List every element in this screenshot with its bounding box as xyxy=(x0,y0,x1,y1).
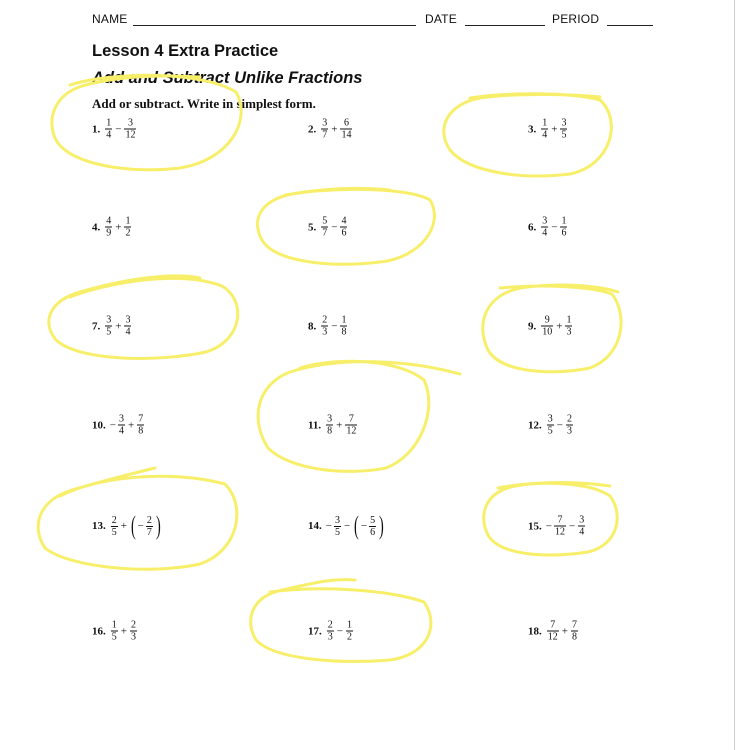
operator: − xyxy=(568,520,576,532)
operator: + xyxy=(127,419,135,431)
problem-item xyxy=(92,620,138,643)
numerator: 3 xyxy=(542,215,548,227)
operator: + xyxy=(120,520,127,532)
denominator: 12 xyxy=(554,526,565,538)
fraction xyxy=(118,414,125,437)
numerator: 1 xyxy=(341,314,347,326)
operator: + xyxy=(331,123,338,135)
problem-item xyxy=(92,315,132,338)
left-paren: ( xyxy=(354,511,359,540)
highlighter-circle-7 xyxy=(49,276,238,358)
fraction xyxy=(541,315,553,338)
operator: + xyxy=(336,419,343,431)
fraction xyxy=(346,620,353,643)
problem-number: 1. xyxy=(92,123,101,135)
operator: + xyxy=(551,123,558,135)
fraction xyxy=(369,515,376,538)
operator: − xyxy=(551,221,558,233)
operator: + xyxy=(556,320,563,332)
minus-sign: − xyxy=(325,520,332,532)
numerator: 5 xyxy=(322,215,328,227)
denominator: 10 xyxy=(542,326,553,338)
fraction xyxy=(560,118,567,141)
denominator: 6 xyxy=(341,227,347,239)
minus-sign: − xyxy=(360,520,368,532)
minus-sign: − xyxy=(545,520,552,532)
problem-item xyxy=(308,216,348,239)
denominator: 4 xyxy=(118,425,124,437)
problem-number: 8. xyxy=(308,320,317,332)
denominator: 3 xyxy=(327,631,333,643)
period-label: PERIOD xyxy=(552,12,600,26)
fraction xyxy=(326,414,333,437)
fraction xyxy=(541,216,548,239)
denominator: 5 xyxy=(561,129,567,141)
fraction xyxy=(334,515,341,538)
problem-item xyxy=(528,620,579,643)
denominator: 12 xyxy=(346,425,357,437)
numerator: 5 xyxy=(370,514,376,526)
problem-item xyxy=(92,414,145,437)
operator: + xyxy=(120,625,127,637)
problem-item xyxy=(528,216,568,239)
operator: − xyxy=(556,419,563,431)
problem-number: 9. xyxy=(528,320,537,332)
numerator: 1 xyxy=(542,117,548,129)
denominator: 4 xyxy=(542,227,548,239)
denominator: 7 xyxy=(322,129,328,141)
right-paren: ) xyxy=(379,511,384,540)
lesson-subtitle: Add and Subtract Unlike Fractions xyxy=(92,69,363,87)
fraction xyxy=(547,620,559,643)
numerator: 3 xyxy=(106,314,112,326)
denominator: 8 xyxy=(327,425,333,437)
problem-item xyxy=(308,315,348,338)
problem-number: 5. xyxy=(308,221,317,233)
problem-number: 4. xyxy=(92,221,101,233)
denominator: 3 xyxy=(322,326,328,338)
numerator: 1 xyxy=(566,314,572,326)
operator: − xyxy=(331,221,338,233)
date-blank xyxy=(465,25,545,26)
problem-number: 6. xyxy=(528,221,537,233)
problem-number: 7. xyxy=(92,320,101,332)
problem-number: 3. xyxy=(528,123,537,135)
name-label: NAME xyxy=(92,12,128,26)
numerator: 3 xyxy=(327,413,333,425)
problem-item xyxy=(92,513,163,539)
numerator: 7 xyxy=(348,413,354,425)
denominator: 7 xyxy=(322,227,328,239)
instructions: Add or subtract. Write in simplest form. xyxy=(92,96,316,111)
problem-number: 12. xyxy=(528,419,542,431)
fraction xyxy=(554,515,566,538)
fraction xyxy=(541,118,548,141)
operator: − xyxy=(336,625,343,637)
highlighter-circle-11 xyxy=(258,361,460,471)
problem-item xyxy=(528,118,568,141)
numerator: 3 xyxy=(125,314,131,326)
problem-number: 18. xyxy=(528,625,542,637)
operator: + xyxy=(561,625,568,637)
denominator: 5 xyxy=(111,526,117,538)
problem-item xyxy=(308,118,353,141)
denominator: 14 xyxy=(341,129,352,141)
denominator: 5 xyxy=(106,326,112,338)
fraction xyxy=(345,414,357,437)
denominator: 6 xyxy=(561,227,567,239)
minus-sign: − xyxy=(137,520,144,532)
denominator: 5 xyxy=(547,425,553,437)
problem-number: 17. xyxy=(308,625,322,637)
fraction xyxy=(340,216,347,239)
fraction xyxy=(105,315,112,338)
denominator: 4 xyxy=(106,129,112,141)
operator: − xyxy=(343,520,351,532)
fraction xyxy=(111,620,118,643)
numerator: 7 xyxy=(550,619,556,631)
fraction xyxy=(560,216,567,239)
fraction xyxy=(130,620,137,643)
fraction xyxy=(566,414,573,437)
numerator: 3 xyxy=(579,514,585,526)
denominator: 12 xyxy=(547,631,558,643)
right-paren: ) xyxy=(155,511,161,540)
denominator: 4 xyxy=(579,526,585,538)
numerator: 1 xyxy=(106,117,112,129)
problem-item xyxy=(528,515,586,538)
denominator: 6 xyxy=(370,526,376,538)
lesson-title: Lesson 4 Extra Practice xyxy=(92,42,279,60)
operator: + xyxy=(115,221,122,233)
operator: − xyxy=(331,320,338,332)
minus-sign: − xyxy=(109,419,116,431)
fraction xyxy=(105,118,112,141)
problem-item xyxy=(308,414,358,437)
numerator: 3 xyxy=(118,413,124,425)
problem-number: 10. xyxy=(92,419,106,431)
denominator: 4 xyxy=(542,129,548,141)
fraction xyxy=(124,216,131,239)
fraction xyxy=(327,620,334,643)
numerator: 4 xyxy=(106,215,112,227)
denominator: 3 xyxy=(130,631,136,643)
fraction xyxy=(340,315,347,338)
operator: + xyxy=(115,320,122,332)
fraction xyxy=(111,515,118,538)
denominator: 8 xyxy=(138,425,144,437)
numerator: 1 xyxy=(111,619,117,631)
date-label: DATE xyxy=(425,12,457,26)
fraction xyxy=(124,315,131,338)
numerator: 6 xyxy=(343,117,349,129)
name-blank xyxy=(133,25,416,26)
fraction xyxy=(571,620,578,643)
period-blank xyxy=(607,25,653,26)
numerator: 2 xyxy=(146,514,152,526)
numerator: 3 xyxy=(322,117,328,129)
numerator: 2 xyxy=(327,619,333,631)
problem-number: 2. xyxy=(308,123,317,135)
fraction xyxy=(124,118,136,141)
fraction xyxy=(321,216,328,239)
numerator: 9 xyxy=(544,314,550,326)
fraction xyxy=(547,414,554,437)
problem-number: 14. xyxy=(308,520,322,532)
problem-item xyxy=(308,513,386,539)
numerator: 4 xyxy=(341,215,347,227)
fraction xyxy=(340,118,352,141)
fraction xyxy=(565,315,572,338)
fraction xyxy=(146,515,153,538)
numerator: 1 xyxy=(125,215,131,227)
problem-number: 15. xyxy=(528,520,542,532)
numerator: 2 xyxy=(111,514,117,526)
numerator: 7 xyxy=(138,413,144,425)
denominator: 12 xyxy=(125,129,136,141)
numerator: 1 xyxy=(346,619,352,631)
numerator: 3 xyxy=(334,514,340,526)
numerator: 7 xyxy=(557,514,563,526)
highlighter-circle-1 xyxy=(52,75,241,169)
fraction xyxy=(578,515,585,538)
problem-item xyxy=(528,315,573,338)
denominator: 2 xyxy=(346,631,352,643)
numerator: 7 xyxy=(571,619,577,631)
problem-item xyxy=(92,118,137,141)
numerator: 3 xyxy=(561,117,567,129)
problem-number: 16. xyxy=(92,625,106,637)
denominator: 3 xyxy=(566,326,572,338)
fraction xyxy=(321,315,328,338)
numerator: 2 xyxy=(566,413,572,425)
problem-item xyxy=(308,620,354,643)
operator: − xyxy=(115,123,122,135)
numerator: 2 xyxy=(130,619,136,631)
denominator: 5 xyxy=(111,631,117,643)
numerator: 1 xyxy=(561,215,567,227)
denominator: 4 xyxy=(125,326,131,338)
denominator: 3 xyxy=(566,425,572,437)
denominator: 9 xyxy=(106,227,112,239)
left-paren: ( xyxy=(130,511,136,540)
denominator: 2 xyxy=(125,227,131,239)
fraction xyxy=(105,216,112,239)
fraction xyxy=(321,118,328,141)
numerator: 2 xyxy=(322,314,328,326)
problem-item xyxy=(528,414,574,437)
denominator: 8 xyxy=(341,326,347,338)
problem-item xyxy=(92,216,132,239)
fraction xyxy=(137,414,144,437)
denominator: 7 xyxy=(146,526,152,538)
numerator: 3 xyxy=(127,117,133,129)
problem-number: 13. xyxy=(92,520,106,532)
problem-number: 11. xyxy=(308,419,322,431)
numerator: 3 xyxy=(547,413,553,425)
denominator: 8 xyxy=(571,631,577,643)
denominator: 5 xyxy=(334,526,340,538)
